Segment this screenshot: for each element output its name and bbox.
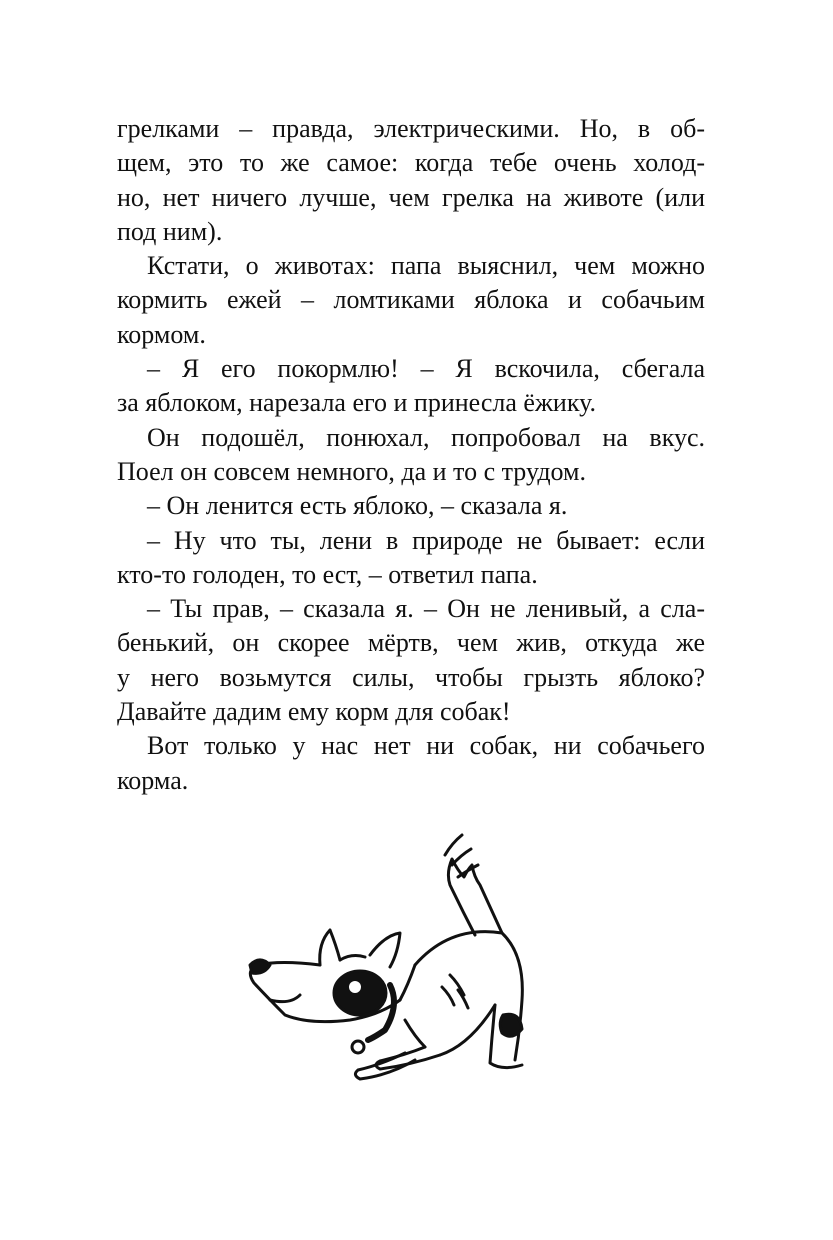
text-line: – Я его покормлю! – Я вскочила, сбегала [147,354,705,384]
paragraph [117,729,705,798]
text-line: Поел он совсем немного, да и то с трудом. [117,456,587,486]
text-line: кормить ежей – ломтиками яблока и собачьим [117,285,705,315]
paragraph [117,421,705,490]
text-line: Кстати, о животах: папа выяснил, чем можно [147,251,705,281]
paragraph [117,249,705,352]
text-line: корма. [117,765,189,795]
text-line: за яблоком, нарезала его и принесла ёжику. [117,388,596,418]
text-line: у него возьмутся силы, чтобы грызть яблоко? [117,662,705,692]
text-line: щем, это то же самое: когда тебе очень холод- [117,148,705,178]
text-line: Вот только у нас нет ни собак, ни собачьего [147,731,705,761]
text-line: кто-то голоден, то ест, – ответил папа. [117,559,538,589]
paragraph [117,524,705,593]
text-line: – Ты прав, – сказала я. – Он не ленивый, а сла- [147,594,705,624]
paragraph [117,112,705,249]
text-line: грелками – правда, электрическими. Но, в об- [117,114,705,143]
text-line: Давайте дадим ему корм для собак! [117,697,511,727]
text-line: Он подошёл, понюхал, попробовал на вкус. [147,422,705,452]
dog-illustration [240,815,540,1090]
text-line: – Он ленится есть яблоко, – сказала я. [147,491,568,521]
text-line: но, нет ничего лучше, чем грелка на животе (или [117,182,705,212]
text-line: под ним). [117,216,223,246]
book-page-text [117,112,705,798]
text-line: бенький, он скорее мёртв, чем жив, откуда же [117,628,705,658]
dog-icon [240,815,540,1090]
text-line: кормом. [117,319,206,349]
paragraph [117,592,705,729]
paragraph [117,489,705,523]
paragraph [117,352,705,421]
text-line: – Ну что ты, лени в природе не бывает: если [147,525,705,555]
